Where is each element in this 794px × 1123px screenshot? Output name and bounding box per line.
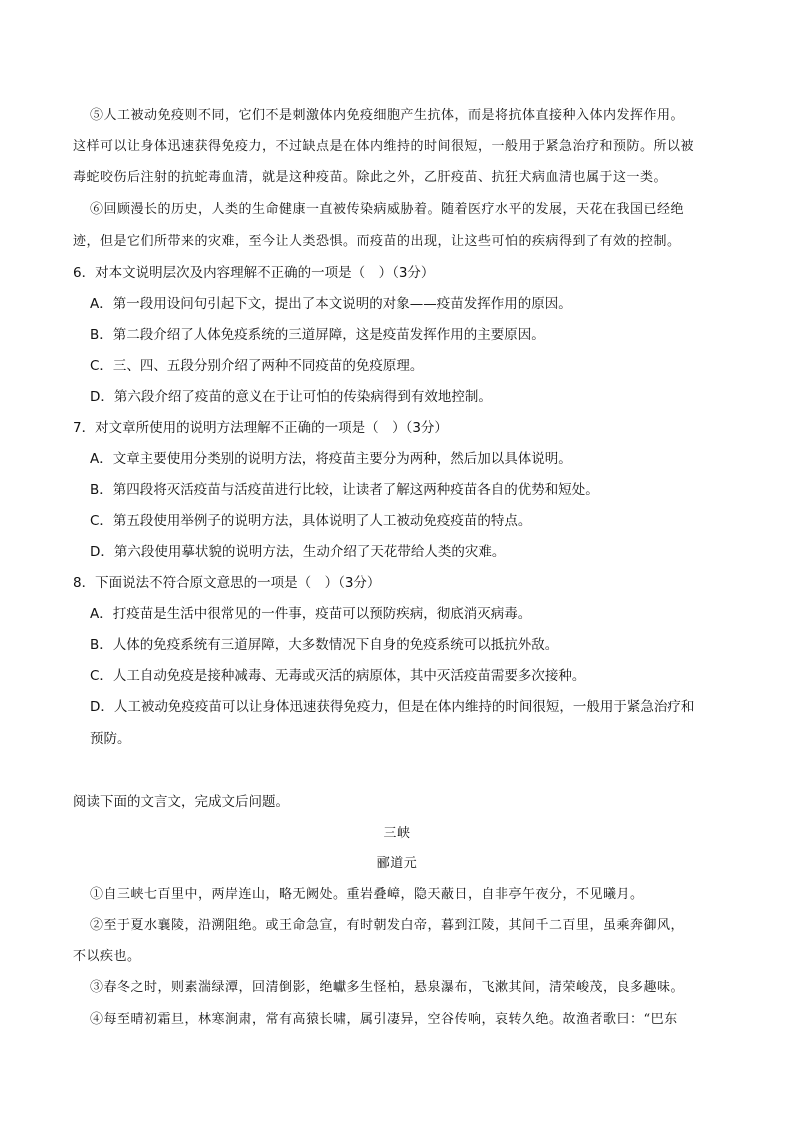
- classical-instruction: 阅读下面的文言文，完成文后问题。: [73, 794, 289, 810]
- classical-p4-line1: ④每至晴初霜旦，林寒涧肃，常有高猿长啸，属引凄异，空谷传响，哀转久绝。故渔者歌曰：“巴东: [90, 1012, 678, 1027]
- passage-p5-line3: 毒蛇咬伤后注射的抗蛇毒血清，就是这种疫苗。除此之外，乙肝疫苗、抗狂犬病血清也属于这一类。: [73, 170, 668, 185]
- question-8-option-a: A．打疫苗是生活中很常见的一件事，疫苗可以预防疾病，彻底消灭病毒。: [90, 606, 532, 622]
- question-7-option-c: C．第五段使用举例子的说明方法，具体说明了人工被动免疫疫苗的特点。: [90, 513, 532, 529]
- question-7-stem: 7．对文章所使用的说明方法理解不正确的一项是（ ）（3分）: [73, 420, 448, 436]
- question-8-option-c: C．人工自动免疫是接种减毒、无毒或灭活的病原体，其中灭活疫苗需要多次接种。: [90, 668, 586, 684]
- question-8-option-d-line1: D．人工被动免疫疫苗可以让身体迅速获得免疫力，但是在体内维持的时间很短，一般用于紧急治疗和: [90, 699, 695, 715]
- passage-p5-line1: ⑤人工被动免疫则不同，它们不是刺激体内免疫细胞产生抗体，而是将抗体直接种入体内发挥作用。: [90, 108, 685, 123]
- question-6-option-d: D．第六段介绍了疫苗的意义在于让可怕的传染病得到有效地控制。: [90, 389, 492, 405]
- question-7-option-a: A．文章主要使用分类别的说明方法，将疫苗主要分为两种，然后加以具体说明。: [90, 451, 572, 467]
- classical-author: 郦道元: [376, 856, 418, 871]
- question-8-option-d-line2: 预防。: [90, 731, 131, 747]
- classical-p2-line1: ②至于夏水襄陵，沿溯阻绝。或王命急宣，有时朝发白帝，暮到江陵，其间千二百里，虽乘奔御风，: [90, 918, 685, 933]
- question-6-stem: 6．对本文说明层次及内容理解不正确的一项是（ ）（3分）: [73, 265, 435, 281]
- passage-p5-line2: 这样可以让身体迅速获得免疫力，不过缺点是在体内维持的时间很短，一般用于紧急治疗和预防。所以被: [73, 139, 695, 154]
- classical-p3: ③春冬之时，则素湍绿潭，回清倒影，绝巘多生怪柏，悬泉瀑布，飞漱其间，清荣峻茂，良多趣味。: [90, 980, 685, 995]
- question-8-option-b: B．人体的免疫系统有三道屏障，大多数情况下自身的免疫系统可以抵抗外敌。: [90, 637, 559, 653]
- passage-p6-line1: ⑥回顾漫长的历史，人类的生命健康一直被传染病威胁着。随着医疗水平的发展，天花在我国已经绝: [90, 202, 685, 217]
- question-8-stem: 8．下面说法不符合原文意思的一项是（ ）（3分）: [73, 575, 381, 591]
- question-7-option-d: D．第六段使用摹状貌的说明方法，生动介绍了天花带给人类的灾难。: [90, 544, 506, 560]
- question-6-option-b: B．第二段介绍了人体免疫系统的三道屏障，这是疫苗发挥作用的主要原因。: [90, 327, 545, 343]
- classical-p1: ①自三峡七百里中，两岸连山，略无阙处。重岩叠嶂，隐天蔽日，自非亭午夜分，不见曦月。: [90, 887, 644, 902]
- classical-title: 三峡: [383, 826, 411, 841]
- question-6-option-c: C．三、四、五段分别介绍了两种不同疫苗的免疫原理。: [90, 358, 424, 374]
- question-6-option-a: A．第一段用设问句引起下文，提出了本文说明的对象——疫苗发挥作用的原因。: [90, 296, 572, 312]
- question-7-option-b: B．第四段将灭活疫苗与活疫苗进行比较，让读者了解这两种疫苗各自的优势和短处。: [90, 482, 599, 498]
- classical-p2-line2: 不以疾也。: [73, 949, 141, 964]
- passage-p6-line2: 迹，但是它们所带来的灾难，至今让人类恐惧。而疫苗的出现，让这些可怕的疾病得到了有效的控制。: [73, 234, 681, 249]
